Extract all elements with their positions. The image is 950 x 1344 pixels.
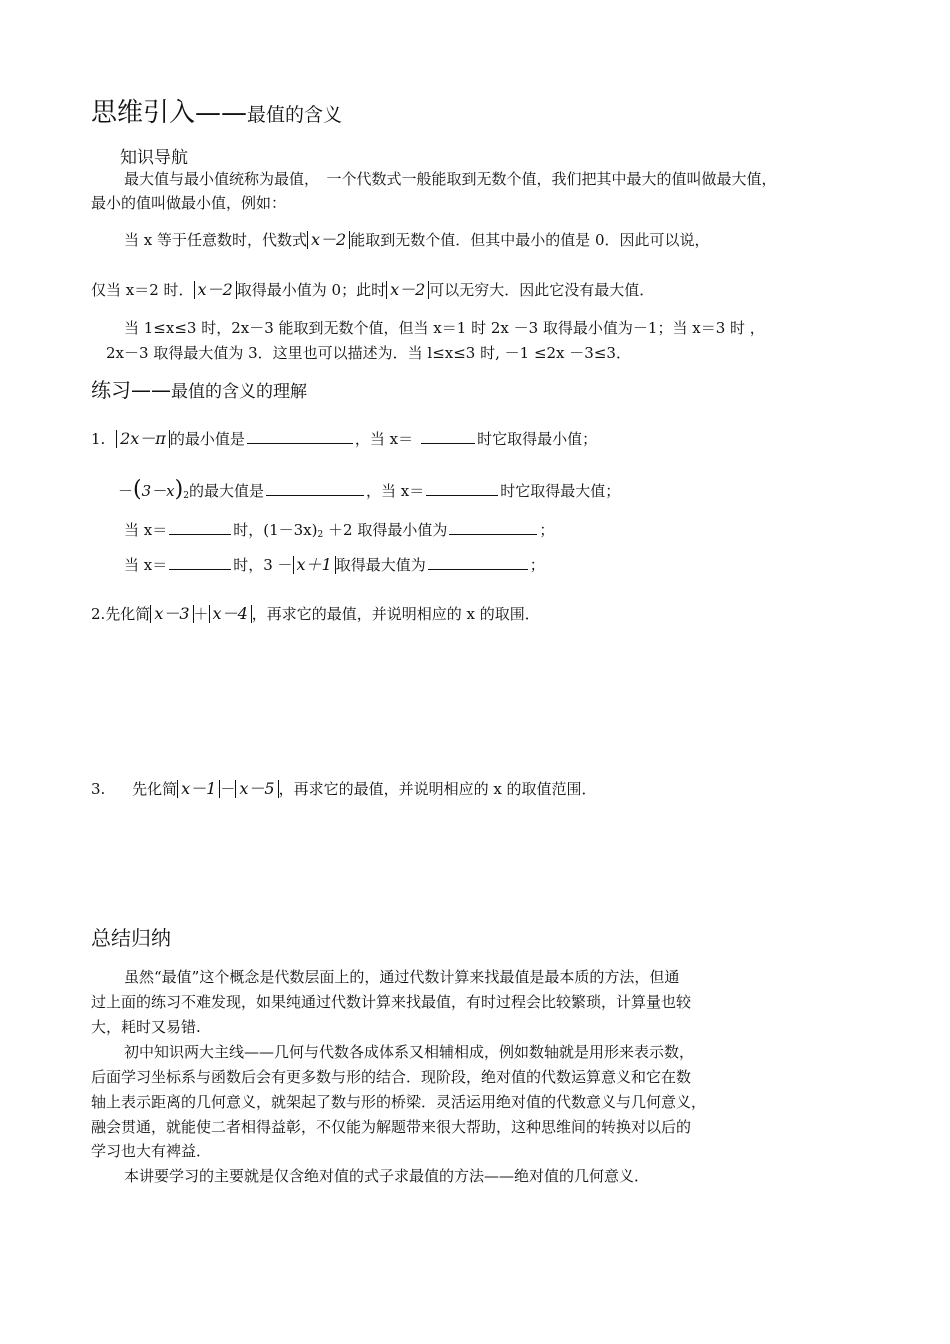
q1-line-c (124, 519, 554, 547)
ex2-mid: 取得最小值为 0；此时 (236, 281, 387, 299)
q2-pre: 2.先化简 (91, 605, 151, 623)
q2-abs-2: x－4 (209, 605, 252, 623)
q1-b-blank-1[interactable] (266, 480, 364, 496)
q1-c-text3: ＋2 取得最小值为 (323, 521, 448, 539)
nav-label: 知识导航 (120, 148, 188, 168)
q1-line-b (118, 478, 620, 508)
q1-b-text2: ，当 x＝ (365, 482, 425, 500)
q1-b-text3: 时它取得最大值； (500, 482, 621, 500)
q1-b-inner: 3－x (141, 482, 175, 500)
q1-c-exp: 2 (317, 530, 324, 540)
q1-a-text3: 时它取得最小值； (477, 430, 598, 448)
ex2-post: 可以无穷大．因此它没有最大值． (429, 281, 655, 299)
page-title (91, 92, 342, 129)
q1-c-text1: 当 x＝ (124, 521, 168, 539)
q1-d-blank-2[interactable] (428, 554, 528, 570)
ex2-pre: 仅当 x＝2 时． (91, 281, 194, 299)
q3-minus: － (220, 780, 236, 798)
title-main: 思维引入—— (91, 98, 248, 128)
intro-example-1 (124, 229, 710, 252)
q1-d-blank-1[interactable] (169, 554, 231, 570)
q1-line-d (124, 554, 545, 577)
intro-example-2 (91, 279, 654, 302)
q2-post: ，再求它的最值，并说明相应的 x 的取围． (251, 605, 540, 623)
q1-c-blank-2[interactable] (449, 519, 537, 535)
q3-pre: 先化简 (132, 780, 178, 798)
summary-line-4: 初中知识两大主线——几何与代数各成体系又相辅相成，例如数轴就是用形来表示数， (124, 1043, 695, 1061)
q1-d-abs: x＋1 (293, 556, 336, 574)
ex1-abs: x－2 (307, 231, 350, 249)
intro-p1-line2: 最小的值叫做最小值，例如： (91, 194, 287, 212)
summary-line-2: 过上面的练习不难发现，如果纯通过代数计算来找最值，有时过程会比较繁琐，计算量也较 (91, 993, 692, 1011)
q1-c-blank-1[interactable] (169, 519, 231, 535)
q1-a-text1: 的最小值是 (169, 430, 245, 448)
practice-title-sub: 最值的含义的理解 (171, 382, 307, 402)
q1-d-text1: 当 x＝ (124, 556, 168, 574)
q1-number: 1. (91, 430, 106, 448)
q1-abs: 2x－π (116, 430, 170, 448)
summary-line-8: 学习也大有裨益． (91, 1142, 212, 1160)
ex1-post: 能取到无数个值．但其中最小的值是 0．因此可以说， (350, 231, 710, 249)
q3-number: 3. (91, 780, 106, 798)
q3-abs-1: x－1 (177, 780, 220, 798)
summary-title: 总结归纳 (91, 926, 171, 950)
q1-a-blank-2[interactable] (421, 428, 475, 444)
intro-p1-line1: 最大值与最小值统称为最值， 一个代数式一般能取到无数个值，我们把其中最大的值叫做最大值， (124, 170, 777, 188)
summary-line-9: 本讲要学习的主要就是仅含绝对值的式子求最值的方法——绝对值的几何意义． (124, 1167, 650, 1185)
summary-line-5: 后面学习坐标系与函数后会有更多数与形的结合．现阶段，绝对值的代数运算意义和它在数 (91, 1068, 692, 1086)
q2-line (91, 603, 540, 626)
q2-abs-1: x－3 (150, 605, 193, 623)
q1-d-text2: 时，3 － (233, 556, 293, 574)
q1-b-prefix: － (118, 482, 134, 500)
q1-b-left-paren: ( (133, 477, 142, 502)
q3-line (91, 778, 597, 801)
q1-b-right-paren: ) (174, 477, 184, 502)
summary-line-6: 轴上表示距离的几何意义，就架起了数与形的桥梁．灵活运用绝对值的代数意义与几何意义， (91, 1093, 707, 1111)
intro-example-3-line1: 当 1≤x≤3 时，2x－3 能取到无数个值，但当 x＝1 时 2x －3 取得最小值为－1；当 x＝3 时 ， (124, 319, 765, 337)
q1-a-text2: ，当 x＝ (354, 430, 414, 448)
q1-b-exp: 2 (183, 491, 189, 501)
summary-line-7: 融会贯通，就能使二者相得益彰，不仅能为解题带来很大帮助，这种思维间的转换对以后的 (91, 1118, 692, 1136)
title-sub: 最值的含义 (247, 104, 343, 126)
q1-a-blank-1[interactable] (247, 428, 353, 444)
practice-title (91, 374, 307, 403)
practice-title-main: 练习—— (91, 378, 171, 402)
summary-line-1: 虽然“最值”这个概念是代数层面上的，通过代数计算来找最值是最本质的方法，但通 (124, 968, 680, 986)
q2-plus: ＋ (193, 605, 209, 623)
q1-line-a (91, 428, 597, 451)
ex1-pre: 当 x 等于任意数时，代数式 (124, 231, 307, 249)
intro-example-3-line2: 2x－3 取得最大值为 3．这里也可以描述为．当 l≤x≤3 时, －1 ≤2x －3≤3． (106, 344, 631, 362)
ex2-abs-1: x－2 (194, 281, 237, 299)
q1-b-blank-2[interactable] (426, 480, 498, 496)
q1-b-text1: 的最大值是 (188, 482, 264, 500)
q1-d-text4: ； (529, 556, 545, 574)
q1-d-text3: 取得最大值为 (335, 556, 426, 574)
q1-c-text2: 时，(1－3x) (233, 521, 318, 539)
summary-line-3: 大，耗时又易错. (91, 1018, 201, 1036)
q3-post: ，再求它的最值，并说明相应的 x 的取值范围． (278, 780, 597, 798)
q1-c-text4: ； (539, 521, 555, 539)
q3-abs-2: x－5 (235, 780, 278, 798)
ex2-abs-2: x－2 (386, 281, 429, 299)
